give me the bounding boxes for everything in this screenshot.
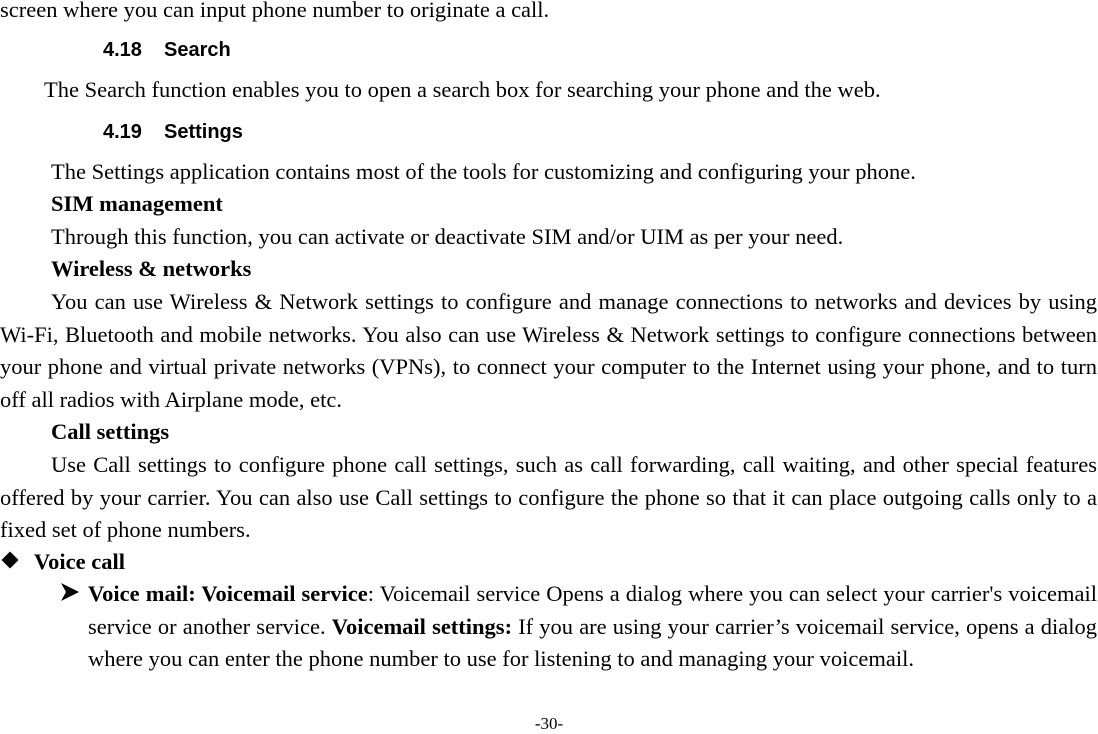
- settings-description: The Settings application contains most of the tools for customizing and configuring your phone.: [51, 159, 916, 184]
- section-title: Settings: [164, 121, 243, 143]
- sim-description: Through this function, you can activate or deactivate SIM and/or UIM as per your need.: [51, 224, 844, 249]
- arrow-bullet-icon: [60, 582, 80, 602]
- voice-mail-service-text: : Voicemail service Opens a dialog where you can select your carrier's voicemail service or another service.: [88, 581, 1097, 639]
- section-number: 4.19: [103, 121, 142, 143]
- voicemail-settings-label: Voicemail settings:: [331, 613, 513, 639]
- voice-call-bullet: [2, 546, 125, 578]
- section-title: Search: [164, 39, 231, 61]
- section-heading-settings: [103, 118, 243, 146]
- subheading-call-settings: Call settings: [51, 419, 170, 444]
- voice-mail-service-label: Voice mail: Voicemail service: [88, 581, 368, 606]
- subheading-wireless-networks: Wireless & networks: [51, 256, 252, 281]
- voice-call-label: Voice call: [34, 549, 126, 574]
- voicemail-settings-text: If you are using your carrier’s voicemail service, opens a dialog where you can enter the phone number to use for listening to and managing your voicemail.: [88, 613, 1097, 671]
- search-description: The Search function enables you to open a search box for searching your phone and the web.: [44, 77, 881, 102]
- subheading-sim-management: SIM management: [51, 191, 223, 216]
- diamond-bullet-icon: [2, 552, 19, 569]
- page-number: -30-: [534, 714, 564, 733]
- section-heading-search: [103, 36, 231, 64]
- intro-tail-text: screen where you can input phone number to originate a call.: [0, 0, 550, 22]
- section-number: 4.18: [103, 39, 142, 61]
- voice-mail-item: [88, 578, 1097, 676]
- call-settings-paragraph: Use Call settings to configure phone call settings, such as call forwarding, call waiting, and other special features offered by your carrier. You can also use Call settings to configure the phone so that it can place outgoing calls only to a fixed set of phone numbers.: [0, 452, 1097, 542]
- wireless-paragraph: You can use Wireless & Network settings to configure and manage connections to networks and devices by using Wi-Fi, Bluetooth and mobile networks. You also can use Wireless & Network settings to configure connections between your phone and virtual private networks (VPNs), to connect your computer to the Internet using your phone, and to turn off all radios with Airplane mode, etc.: [0, 289, 1097, 412]
